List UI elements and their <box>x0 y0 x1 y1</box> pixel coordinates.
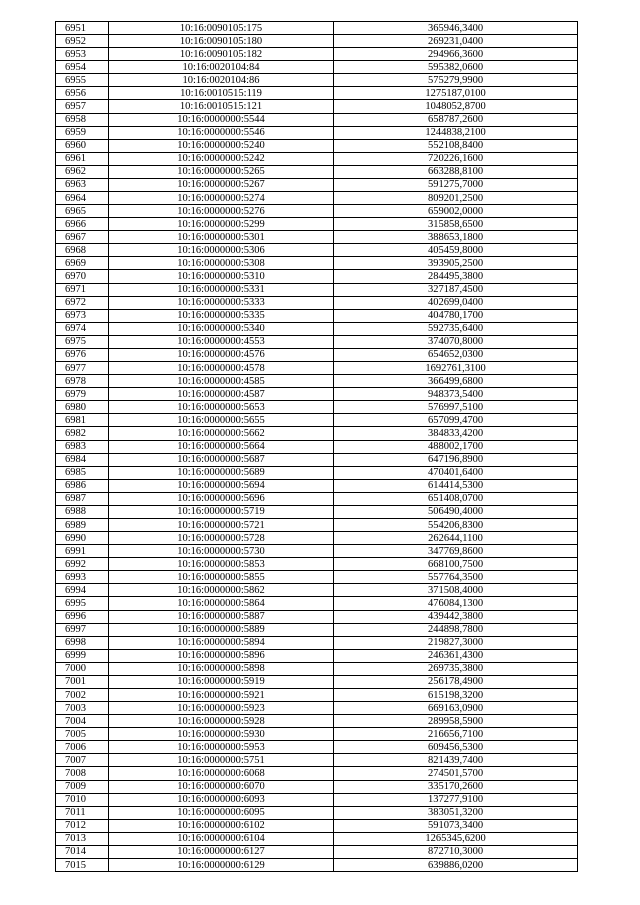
row-number-cell: 6959 <box>56 126 109 139</box>
row-number-cell: 6963 <box>56 178 109 191</box>
cadastral-value-cell: 658787,2600 <box>334 113 578 126</box>
table-row <box>56 545 578 558</box>
table-row <box>56 453 578 466</box>
cadastral-number-cell: 10:16:0000000:5299 <box>109 218 334 231</box>
row-number-cell: 6985 <box>56 466 109 479</box>
cadastral-value-cell: 576997,5100 <box>334 401 578 414</box>
cadastral-number-cell: 10:16:0000000:5687 <box>109 453 334 466</box>
cadastral-number-cell: 10:16:0010515:121 <box>109 100 334 113</box>
row-number-cell: 6978 <box>56 375 109 388</box>
table-row <box>56 100 578 113</box>
table-row <box>56 401 578 414</box>
cadastral-value-cell: 371508,4000 <box>334 584 578 597</box>
row-number-cell: 7013 <box>56 832 109 845</box>
table-row <box>56 48 578 61</box>
table-row <box>56 466 578 479</box>
cadastral-value-cell: 668100,7500 <box>334 558 578 571</box>
cadastral-number-cell: 10:16:0000000:5855 <box>109 571 334 584</box>
cadastral-value-cell: 488002,1700 <box>334 440 578 453</box>
row-number-cell: 7003 <box>56 702 109 715</box>
row-number-cell: 6995 <box>56 597 109 610</box>
cadastral-value-cell: 659002,0000 <box>334 205 578 218</box>
table-row <box>56 479 578 492</box>
cadastral-value-cell: 246361,4300 <box>334 649 578 662</box>
row-number-cell: 6990 <box>56 532 109 545</box>
cadastral-number-cell: 10:16:0000000:5331 <box>109 283 334 296</box>
table-row <box>56 165 578 178</box>
cadastral-value-cell: 651408,0700 <box>334 492 578 505</box>
cadastral-value-cell: 365946,3400 <box>334 22 578 35</box>
table-row <box>56 688 578 701</box>
table-row <box>56 767 578 780</box>
cadastral-number-cell: 10:16:0000000:4576 <box>109 348 334 361</box>
row-number-cell: 7010 <box>56 793 109 806</box>
cadastral-value-cell: 439442,3800 <box>334 610 578 623</box>
cadastral-number-cell: 10:16:0000000:6070 <box>109 780 334 793</box>
cadastral-number-cell: 10:16:0000000:5719 <box>109 505 334 518</box>
cadastral-number-cell: 10:16:0000000:5889 <box>109 623 334 636</box>
row-number-cell: 7004 <box>56 715 109 728</box>
cadastral-value-cell: 809201,2500 <box>334 192 578 205</box>
cadastral-number-cell: 10:16:0000000:5664 <box>109 440 334 453</box>
cadastral-number-cell: 10:16:0000000:5896 <box>109 649 334 662</box>
table-row <box>56 414 578 427</box>
row-number-cell: 6966 <box>56 218 109 231</box>
row-number-cell: 6970 <box>56 270 109 283</box>
table-row <box>56 859 578 872</box>
cadastral-number-cell: 10:16:0000000:5310 <box>109 270 334 283</box>
cadastral-number-cell: 10:16:0000000:5242 <box>109 152 334 165</box>
row-number-cell: 6984 <box>56 453 109 466</box>
row-number-cell: 6989 <box>56 518 109 531</box>
row-number-cell: 6953 <box>56 48 109 61</box>
cadastral-number-cell: 10:16:0000000:4578 <box>109 362 334 375</box>
row-number-cell: 6999 <box>56 649 109 662</box>
cadastral-value-cell: 554206,8300 <box>334 518 578 531</box>
table-row <box>56 126 578 139</box>
table-row <box>56 806 578 819</box>
table-row <box>56 335 578 348</box>
cadastral-value-cell: 256178,4900 <box>334 675 578 688</box>
row-number-cell: 6982 <box>56 427 109 440</box>
row-number-cell: 7008 <box>56 767 109 780</box>
cadastral-value-cell: 669163,0900 <box>334 702 578 715</box>
row-number-cell: 6993 <box>56 571 109 584</box>
row-number-cell: 6977 <box>56 362 109 375</box>
cadastral-value-cell: 269231,0400 <box>334 35 578 48</box>
cadastral-number-cell: 10:16:0000000:5921 <box>109 688 334 701</box>
cadastral-value-cell: 137277,9100 <box>334 793 578 806</box>
table-row <box>56 427 578 440</box>
cadastral-value-cell: 595382,0600 <box>334 61 578 74</box>
table-row <box>56 375 578 388</box>
cadastral-value-cell: 393905,2500 <box>334 257 578 270</box>
table-row <box>56 139 578 152</box>
table-row <box>56 845 578 858</box>
cadastral-value-cell: 1275187,0100 <box>334 87 578 100</box>
table-row <box>56 532 578 545</box>
cadastral-number-cell: 10:16:0000000:5887 <box>109 610 334 623</box>
cadastral-number-cell: 10:16:0000000:5301 <box>109 231 334 244</box>
row-number-cell: 6997 <box>56 623 109 636</box>
row-number-cell: 7009 <box>56 780 109 793</box>
cadastral-number-cell: 10:16:0000000:6068 <box>109 767 334 780</box>
cadastral-value-cell: 384833,4200 <box>334 427 578 440</box>
table-row <box>56 348 578 361</box>
table-row <box>56 518 578 531</box>
cadastral-value-cell: 1692761,3100 <box>334 362 578 375</box>
cadastral-value-cell: 575279,9900 <box>334 74 578 87</box>
cadastral-number-cell: 10:16:0000000:5308 <box>109 257 334 270</box>
row-number-cell: 6986 <box>56 479 109 492</box>
cadastral-value-cell: 592735,6400 <box>334 322 578 335</box>
row-number-cell: 6967 <box>56 231 109 244</box>
cadastral-value-cell: 647196,8900 <box>334 453 578 466</box>
cadastral-number-cell: 10:16:0000000:5267 <box>109 178 334 191</box>
cadastral-value-cell: 274501,5700 <box>334 767 578 780</box>
cadastral-value-cell: 335170,2600 <box>334 780 578 793</box>
table-row <box>56 492 578 505</box>
row-number-cell: 6976 <box>56 348 109 361</box>
row-number-cell: 7002 <box>56 688 109 701</box>
row-number-cell: 6952 <box>56 35 109 48</box>
row-number-cell: 6998 <box>56 636 109 649</box>
cadastral-number-cell: 10:16:0000000:4553 <box>109 335 334 348</box>
cadastral-value-cell: 383051,3200 <box>334 806 578 819</box>
row-number-cell: 7014 <box>56 845 109 858</box>
cadastral-value-cell: 269735,3800 <box>334 662 578 675</box>
row-number-cell: 7011 <box>56 806 109 819</box>
row-number-cell: 6975 <box>56 335 109 348</box>
cadastral-value-cell: 388653,1800 <box>334 231 578 244</box>
cadastral-value-cell: 654652,0300 <box>334 348 578 361</box>
cadastral-value-cell: 591073,3400 <box>334 819 578 832</box>
cadastral-number-cell: 10:16:0000000:5274 <box>109 192 334 205</box>
table-row <box>56 584 578 597</box>
row-number-cell: 6951 <box>56 22 109 35</box>
cadastral-value-cell: 327187,4500 <box>334 283 578 296</box>
cadastral-value-cell: 219827,3000 <box>334 636 578 649</box>
cadastral-number-cell: 10:16:0000000:5333 <box>109 296 334 309</box>
cadastral-value-cell: 948373,5400 <box>334 388 578 401</box>
table-row <box>56 283 578 296</box>
cadastral-number-cell: 10:16:0000000:5240 <box>109 139 334 152</box>
table-row <box>56 270 578 283</box>
cadastral-value-cell: 347769,8600 <box>334 545 578 558</box>
table-row <box>56 819 578 832</box>
table-row <box>56 35 578 48</box>
cadastral-number-cell: 10:16:0010515:119 <box>109 87 334 100</box>
table-row <box>56 780 578 793</box>
cadastral-number-cell: 10:16:0000000:5898 <box>109 662 334 675</box>
cadastral-number-cell: 10:16:0000000:5953 <box>109 741 334 754</box>
cadastral-number-cell: 10:16:0000000:5546 <box>109 126 334 139</box>
cadastral-value-cell: 609456,5300 <box>334 741 578 754</box>
row-number-cell: 6956 <box>56 87 109 100</box>
cadastral-value-cell: 1265345,6200 <box>334 832 578 845</box>
cadastral-value-cell: 402699,0400 <box>334 296 578 309</box>
cadastral-number-cell: 10:16:0000000:5751 <box>109 754 334 767</box>
cadastral-value-cell: 366499,6800 <box>334 375 578 388</box>
row-number-cell: 6964 <box>56 192 109 205</box>
cadastral-number-cell: 10:16:0000000:5276 <box>109 205 334 218</box>
table-row <box>56 205 578 218</box>
row-number-cell: 6983 <box>56 440 109 453</box>
table-row <box>56 832 578 845</box>
table-row <box>56 728 578 741</box>
cadastral-value-cell: 244898,7800 <box>334 623 578 636</box>
cadastral-number-cell: 10:16:0000000:5689 <box>109 466 334 479</box>
cadastral-value-cell: 216656,7100 <box>334 728 578 741</box>
cadastral-number-cell: 10:16:0000000:5265 <box>109 165 334 178</box>
cadastral-number-cell: 10:16:0000000:5694 <box>109 479 334 492</box>
cadastral-value-cell: 663288,8100 <box>334 165 578 178</box>
cadastral-value-cell: 289958,5900 <box>334 715 578 728</box>
cadastral-number-cell: 10:16:0000000:5721 <box>109 518 334 531</box>
row-number-cell: 7000 <box>56 662 109 675</box>
table-row <box>56 61 578 74</box>
table-row <box>56 309 578 322</box>
table-row <box>56 715 578 728</box>
table-row <box>56 558 578 571</box>
table-row <box>56 675 578 688</box>
table-row <box>56 322 578 335</box>
table-row <box>56 649 578 662</box>
cadastral-number-cell: 10:16:0000000:6095 <box>109 806 334 819</box>
cadastral-number-cell: 10:16:0090105:175 <box>109 22 334 35</box>
table-row <box>56 152 578 165</box>
table-row <box>56 623 578 636</box>
cadastral-value-cell: 404780,1700 <box>334 309 578 322</box>
row-number-cell: 6969 <box>56 257 109 270</box>
row-number-cell: 6960 <box>56 139 109 152</box>
cadastral-number-cell: 10:16:0090105:180 <box>109 35 334 48</box>
cadastral-value-cell: 657099,4700 <box>334 414 578 427</box>
cadastral-value-cell: 262644,1100 <box>334 532 578 545</box>
cadastral-value-cell: 615198,3200 <box>334 688 578 701</box>
cadastral-number-cell: 10:16:0020104:86 <box>109 74 334 87</box>
cadastral-number-cell: 10:16:0000000:5544 <box>109 113 334 126</box>
row-number-cell: 6996 <box>56 610 109 623</box>
cadastral-number-cell: 10:16:0000000:5728 <box>109 532 334 545</box>
table-row <box>56 505 578 518</box>
table-body <box>56 22 578 872</box>
row-number-cell: 6961 <box>56 152 109 165</box>
table-row <box>56 87 578 100</box>
cadastral-number-cell: 10:16:0000000:5853 <box>109 558 334 571</box>
cadastral-value-cell: 294966,3600 <box>334 48 578 61</box>
row-number-cell: 7006 <box>56 741 109 754</box>
row-number-cell: 7012 <box>56 819 109 832</box>
cadastral-number-cell: 10:16:0000000:5928 <box>109 715 334 728</box>
table-row <box>56 754 578 767</box>
row-number-cell: 6957 <box>56 100 109 113</box>
cadastral-value-cell: 720226,1600 <box>334 152 578 165</box>
table-row <box>56 362 578 375</box>
table-row <box>56 22 578 35</box>
row-number-cell: 6968 <box>56 244 109 257</box>
cadastral-number-cell: 10:16:0000000:5653 <box>109 401 334 414</box>
row-number-cell: 6958 <box>56 113 109 126</box>
cadastral-value-cell: 1048052,8700 <box>334 100 578 113</box>
table-row <box>56 74 578 87</box>
row-number-cell: 6991 <box>56 545 109 558</box>
table-row <box>56 231 578 244</box>
cadastral-number-cell: 10:16:0000000:5862 <box>109 584 334 597</box>
cadastral-value-cell: 639886,0200 <box>334 859 578 872</box>
cadastral-number-cell: 10:16:0000000:5306 <box>109 244 334 257</box>
table-row <box>56 702 578 715</box>
cadastral-number-cell: 10:16:0000000:5930 <box>109 728 334 741</box>
row-number-cell: 6971 <box>56 283 109 296</box>
cadastral-number-cell: 10:16:0000000:5864 <box>109 597 334 610</box>
cadastral-number-cell: 10:16:0020104:84 <box>109 61 334 74</box>
cadastral-number-cell: 10:16:0000000:5655 <box>109 414 334 427</box>
row-number-cell: 6965 <box>56 205 109 218</box>
row-number-cell: 6979 <box>56 388 109 401</box>
row-number-cell: 7001 <box>56 675 109 688</box>
table-row <box>56 610 578 623</box>
table-row <box>56 741 578 754</box>
row-number-cell: 6954 <box>56 61 109 74</box>
cadastral-number-cell: 10:16:0000000:6127 <box>109 845 334 858</box>
cadastral-value-cell: 315858,6500 <box>334 218 578 231</box>
table-row <box>56 244 578 257</box>
cadastral-number-cell: 10:16:0000000:6093 <box>109 793 334 806</box>
cadastral-number-cell: 10:16:0000000:4585 <box>109 375 334 388</box>
row-number-cell: 7015 <box>56 859 109 872</box>
cadastral-value-cell: 614414,5300 <box>334 479 578 492</box>
cadastral-number-cell: 10:16:0000000:6129 <box>109 859 334 872</box>
cadastral-value-table <box>55 21 578 872</box>
row-number-cell: 7005 <box>56 728 109 741</box>
row-number-cell: 6973 <box>56 309 109 322</box>
cadastral-value-cell: 591275,7000 <box>334 178 578 191</box>
table-row <box>56 192 578 205</box>
row-number-cell: 6994 <box>56 584 109 597</box>
cadastral-value-cell: 470401,6400 <box>334 466 578 479</box>
table-row <box>56 662 578 675</box>
cadastral-number-cell: 10:16:0000000:5335 <box>109 309 334 322</box>
cadastral-value-cell: 284495,3800 <box>334 270 578 283</box>
table-row <box>56 257 578 270</box>
table-row <box>56 597 578 610</box>
table-row <box>56 113 578 126</box>
cadastral-number-cell: 10:16:0000000:5662 <box>109 427 334 440</box>
row-number-cell: 6962 <box>56 165 109 178</box>
cadastral-number-cell: 10:16:0000000:4587 <box>109 388 334 401</box>
cadastral-value-cell: 821439,7400 <box>334 754 578 767</box>
cadastral-value-cell: 374070,8000 <box>334 335 578 348</box>
cadastral-value-cell: 506490,4000 <box>334 505 578 518</box>
cadastral-number-cell: 10:16:0000000:6102 <box>109 819 334 832</box>
cadastral-number-cell: 10:16:0000000:5919 <box>109 675 334 688</box>
table-row <box>56 388 578 401</box>
table-row <box>56 571 578 584</box>
row-number-cell: 6987 <box>56 492 109 505</box>
table-row <box>56 178 578 191</box>
table-row <box>56 296 578 309</box>
cadastral-value-cell: 476084,1300 <box>334 597 578 610</box>
row-number-cell: 6988 <box>56 505 109 518</box>
row-number-cell: 6980 <box>56 401 109 414</box>
cadastral-value-cell: 552108,8400 <box>334 139 578 152</box>
row-number-cell: 6972 <box>56 296 109 309</box>
cadastral-number-cell: 10:16:0000000:5730 <box>109 545 334 558</box>
row-number-cell: 7007 <box>56 754 109 767</box>
table-row <box>56 636 578 649</box>
cadastral-number-cell: 10:16:0000000:5340 <box>109 322 334 335</box>
cadastral-number-cell: 10:16:0000000:5696 <box>109 492 334 505</box>
cadastral-number-cell: 10:16:0000000:6104 <box>109 832 334 845</box>
row-number-cell: 6974 <box>56 322 109 335</box>
cadastral-number-cell: 10:16:0090105:182 <box>109 48 334 61</box>
cadastral-value-cell: 872710,3000 <box>334 845 578 858</box>
row-number-cell: 6981 <box>56 414 109 427</box>
cadastral-value-cell: 1244838,2100 <box>334 126 578 139</box>
cadastral-number-cell: 10:16:0000000:5894 <box>109 636 334 649</box>
cadastral-value-cell: 557764,3500 <box>334 571 578 584</box>
table-row <box>56 793 578 806</box>
cadastral-value-cell: 405459,8000 <box>334 244 578 257</box>
row-number-cell: 6992 <box>56 558 109 571</box>
row-number-cell: 6955 <box>56 74 109 87</box>
table-row <box>56 440 578 453</box>
cadastral-number-cell: 10:16:0000000:5923 <box>109 702 334 715</box>
table-row <box>56 218 578 231</box>
